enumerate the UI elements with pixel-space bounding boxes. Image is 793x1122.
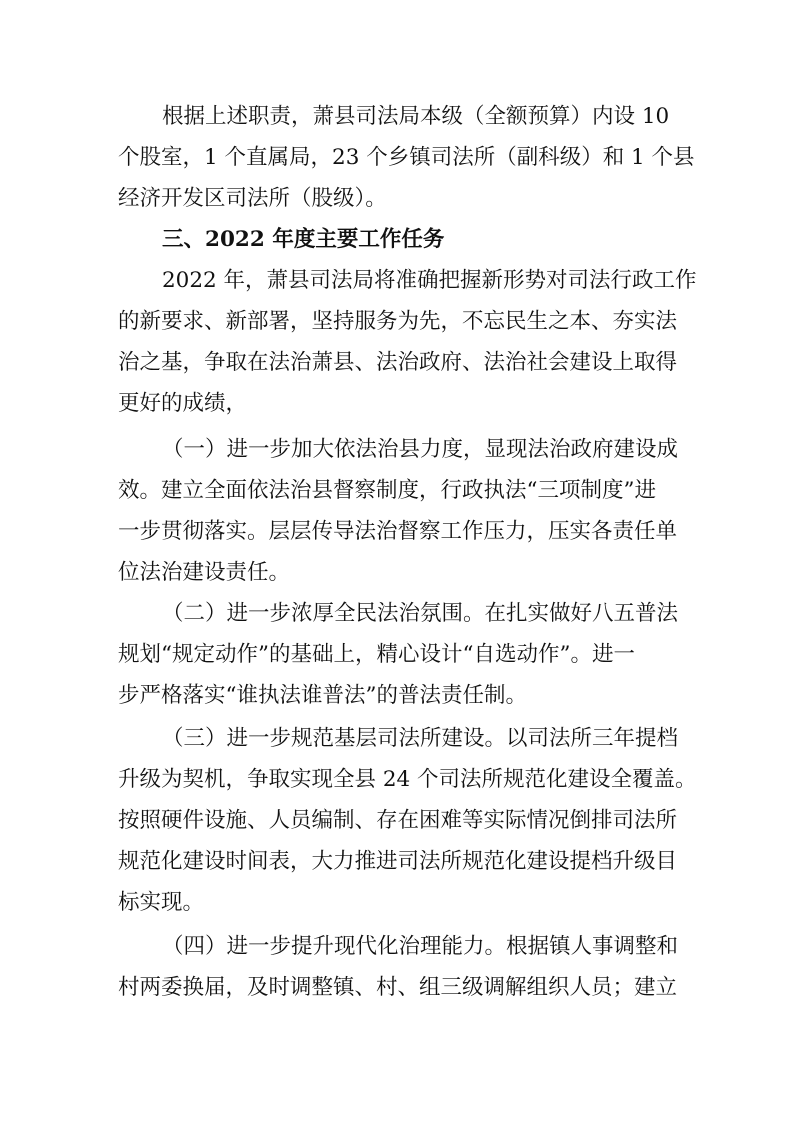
text-line: 位法治建设责任。 xyxy=(118,560,291,585)
text-line: 的新要求、新部署，坚持服务为先，不忘民生之本、夯实法 xyxy=(118,309,678,334)
text-line: 规划“规定动作”的基础上，精心设计“自选动作”。进一 xyxy=(118,642,635,667)
text-line: 根据上述职责，萧县司法局本级（全额预算）内设 10 xyxy=(162,104,670,129)
text-line: 步严格落实“谁执法谁普法”的普法责任制。 xyxy=(118,683,527,708)
text-line: 标实现。 xyxy=(118,890,205,915)
text-line: 更好的成绩， xyxy=(118,391,248,416)
text-line: 效。建立全面依法治县督察制度，行政执法“三项制度”进 xyxy=(118,478,656,503)
text-line: 2022 年，萧县司法局将准确把握新形势对司法行政工作 xyxy=(162,268,697,293)
text-line: （一）进一步加大依法治县力度，显现法治政府建设成 xyxy=(162,437,679,462)
text-line: 个股室，1 个直属局，23 个乡镇司法所（副科级）和 1 个县 xyxy=(118,145,695,170)
text-line: 一步贯彻落实。层层传导法治督察工作压力，压实各责任单 xyxy=(118,519,678,544)
text-line: （三）进一步规范基层司法所建设。以司法所三年提档 xyxy=(162,726,679,751)
text-line: 规范化建设时间表，大力推进司法所规范化建设提档升级目 xyxy=(118,849,678,874)
text-line: 村两委换届，及时调整镇、村、组三级调解组织人员；建立 xyxy=(118,975,678,1000)
text-line: 经济开发区司法所（股级）。 xyxy=(118,186,387,211)
section-heading: 三、2022 年度主要工作任务 xyxy=(162,227,445,252)
text-line: （二）进一步浓厚全民法治氛围。在扎实做好八五普法 xyxy=(162,601,679,626)
text-line: 升级为契机，争取实现全县 24 个司法所规范化建设全覆盖。 xyxy=(118,767,697,792)
text-line: 按照硬件设施、人员编制、存在困难等实际情况倒排司法所 xyxy=(118,808,678,833)
text-line: （四）进一步提升现代化治理能力。根据镇人事调整和 xyxy=(162,934,679,959)
text-line: 治之基，争取在法治萧县、法治政府、法治社会建设上取得 xyxy=(118,350,678,375)
